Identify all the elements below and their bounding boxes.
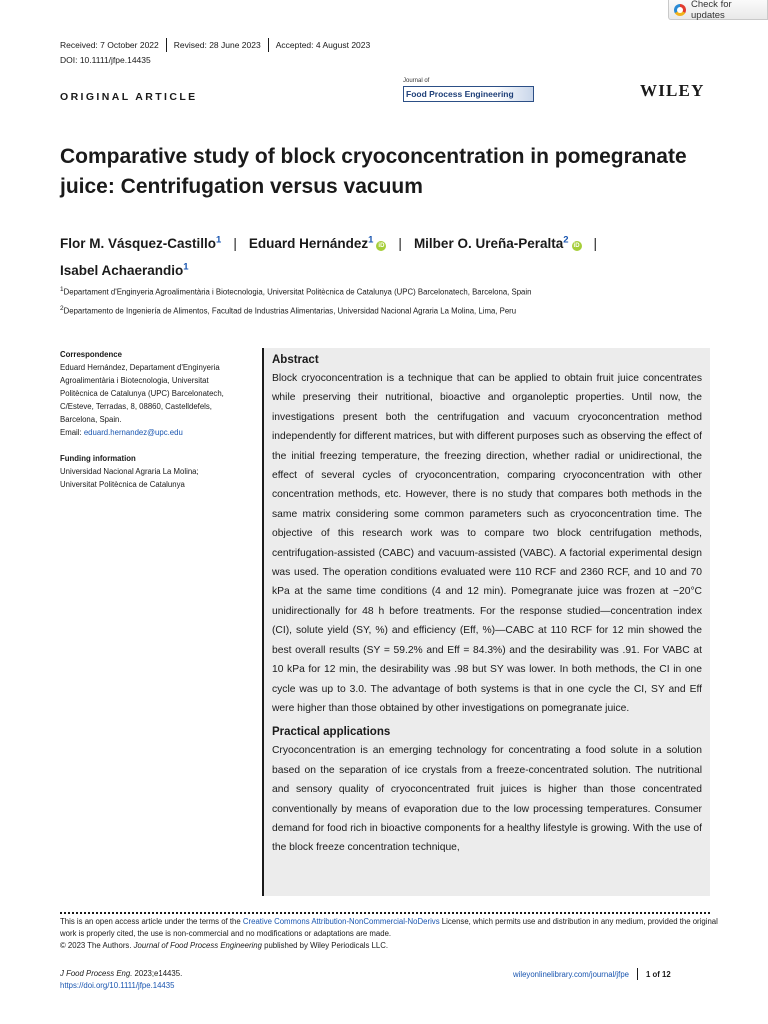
license-divider [60, 912, 710, 914]
divider [268, 38, 269, 52]
author-separator: | [593, 235, 598, 251]
affiliation-text: Departamento de Ingeniería de Alimentos, Facultad de Industrias Alimentarias, Universidad Nacional Agraria La Molina, Lima, Peru [63, 306, 517, 316]
journal-logo [403, 78, 534, 100]
license-text: License, which permits use and distribution in any medium, provided the original work is properly cited, the use is non-commercial and no modifications or adaptations are made. [60, 917, 718, 938]
affiliation-number: 2 [60, 305, 64, 312]
copyright-text: published by Wiley Periodicals LLC. [261, 941, 389, 950]
abstract-panel [262, 348, 710, 896]
license-text: This is an open access article under the terms of the [60, 917, 243, 926]
accepted-date: Accepted: 4 August 2023 [275, 40, 371, 50]
correspondence-line: Eduard Hernández, Departament d'Enginyeria [60, 363, 220, 372]
orcid-icon[interactable]: iD [573, 242, 580, 249]
correspondence-heading: Correspondence [60, 350, 122, 359]
divider [166, 38, 167, 52]
crossmark-icon [674, 4, 686, 16]
funding-line: Universitat Politècnica de Catalunya [60, 480, 185, 489]
abstract-text: Block cryoconcentration is a technique that can be applied to obtain fruit juice concentrates while preserving their nutritional, bioactive and organoleptic properties. Until now, the investigations present both the centrifugation and vacuum cryoconcentration method independently for different matrices, but with different purposes such as observing the effect of the initial freezing temperature, the freezing direction, whether radial or unidirectional, the effect of several cycles of cryoconcentration, comparing cryoconcentration with other concentration methods, etc. However, there is no study that compares both methods in the same matrix considering some common parameters such as cryoconcentration time. The objective of this research work was to compare two block centrifugation methods, centrifugation-assisted (CABC) and vacuum-assisted (VABC). A factorial experimental design was used. The operation conditions evaluated were 110 RCF and 2360 RCF, and 10 and 70 kPa at the same time conditions (4 and 12 min). Pomegranate juice was frozen at −20°C unidirectionally for 48 h before treatments. For the response studied—concentration index (CI), solute yield (SY, %) and efficiency (Eff, %)—CABC at 110 RCF for 12 min showed the best overall results (SY = 59.2% and Eff = 84.3%) and the desirability was .91. For VABC at 10 kPa for 12 min, the desirability was .98 but SY was lower. In both methods, the CI in one cycle was up to 3.0. The advantage of both systems is that in one cycle the CI, SY and Eff were higher than those obtained by other investigations on pomegranate juice. [272, 373, 702, 714]
affiliation [60, 286, 531, 297]
orcid-icon[interactable]: iD [378, 242, 385, 249]
journal-logo-name: Food Process Engineering [403, 86, 534, 102]
publisher-logo: WILEY [640, 81, 705, 100]
citation-info: 2023;e14435. [132, 969, 183, 978]
author-name: Eduard Hernández [248, 235, 369, 251]
author-separator: | [233, 235, 237, 251]
author[interactable] [60, 263, 189, 278]
citation-footer [60, 968, 182, 992]
affiliation-ref[interactable]: 1 [183, 261, 189, 273]
correspondence-line: Barcelona, Spain. [60, 415, 122, 424]
revised-date: Revised: 28 June 2023 [173, 40, 261, 50]
email-link[interactable]: eduard.hernandez@upc.edu [83, 428, 183, 437]
affiliation-ref[interactable]: 2 [563, 234, 569, 245]
journal-site-link[interactable]: wileyonlinelibrary.com/journal/jfpe [513, 969, 629, 979]
affiliation-text: Departament d'Enginyeria Agroalimentària i Biotecnologia, Universitat Politècnica de Catalunya (UPC) Barcelonatech, Barcelona, Spain [63, 287, 532, 297]
author[interactable] [249, 236, 387, 251]
author-name: Isabel Achaerandio [60, 263, 184, 278]
author[interactable] [414, 236, 582, 251]
doi-text: DOI: 10.1111/jfpe.14435 [60, 55, 151, 65]
citation-line [60, 968, 182, 980]
page-footer [513, 968, 671, 980]
affiliation-number: 1 [60, 286, 64, 293]
license-notice [60, 916, 720, 952]
funding-heading: Funding information [60, 454, 136, 463]
affiliation [60, 305, 516, 316]
correspondence-line: Agroalimentària i Biotecnologia, Universitat [60, 376, 209, 385]
article-type: ORIGINAL ARTICLE [60, 91, 198, 103]
doi-link[interactable]: https://doi.org/10.1111/jfpe.14435 [60, 981, 175, 990]
affiliation-ref[interactable]: 1 [216, 234, 222, 245]
email-label: Email: [60, 428, 84, 437]
divider [637, 968, 638, 980]
license-link[interactable]: Creative Commons Attribution-NonCommercial-NoDerivs [242, 917, 440, 926]
citation-journal: J Food Process Eng. [60, 969, 133, 978]
copyright-journal: Journal of Food Process Engineering [133, 941, 262, 950]
correspondence-line: Politècnica de Catalunya (UPC) Barcelonatech, [60, 389, 224, 398]
affiliation-ref[interactable]: 1 [368, 234, 374, 245]
correspondence-panel [60, 348, 245, 491]
practical-applications-text: Cryoconcentration is an emerging technology for concentrating a food solute in a solution based on the separation of ice crystals from a freeze-concentrated solution. The nutritional and sensory quality of cryoconcentrated fruit juices is higher than those concentrated conventionally by means of evaporation due to the low processing temperatures. Consumer demand for food rich in bioactive components for a healthy lifestyle is growing. With the use of the block freeze concentration technique, [272, 745, 702, 854]
check-for-updates-button[interactable] [668, 0, 768, 20]
author-separator: | [398, 235, 402, 251]
check-for-updates-label: Check for updates [691, 0, 732, 21]
received-date: Received: 7 October 2022 [60, 40, 159, 50]
author-list [60, 228, 720, 283]
publication-dates [60, 38, 370, 52]
abstract-heading: Abstract [272, 354, 319, 366]
funding-line: Universidad Nacional Agraria La Molina; [60, 467, 199, 476]
author-name: Milber O. Ureña-Peralta [413, 235, 564, 251]
email-line [60, 426, 245, 439]
page-number: 1 of 12 [646, 969, 671, 979]
practical-applications-heading: Practical applications [272, 726, 391, 739]
correspondence-line: C/Esteve, Terradas, 8, 08860, Castelldefels, [60, 402, 212, 411]
journal-logo-prefix: Journal of [403, 78, 430, 84]
author[interactable] [60, 236, 221, 251]
article-title: Comparative study of block cryoconcentration in pomegranate juice: Centrifugation versus vacuum [60, 145, 687, 198]
author-name: Flor M. Vásquez-Castillo [60, 235, 217, 251]
copyright-text: © 2023 The Authors. [60, 941, 134, 950]
